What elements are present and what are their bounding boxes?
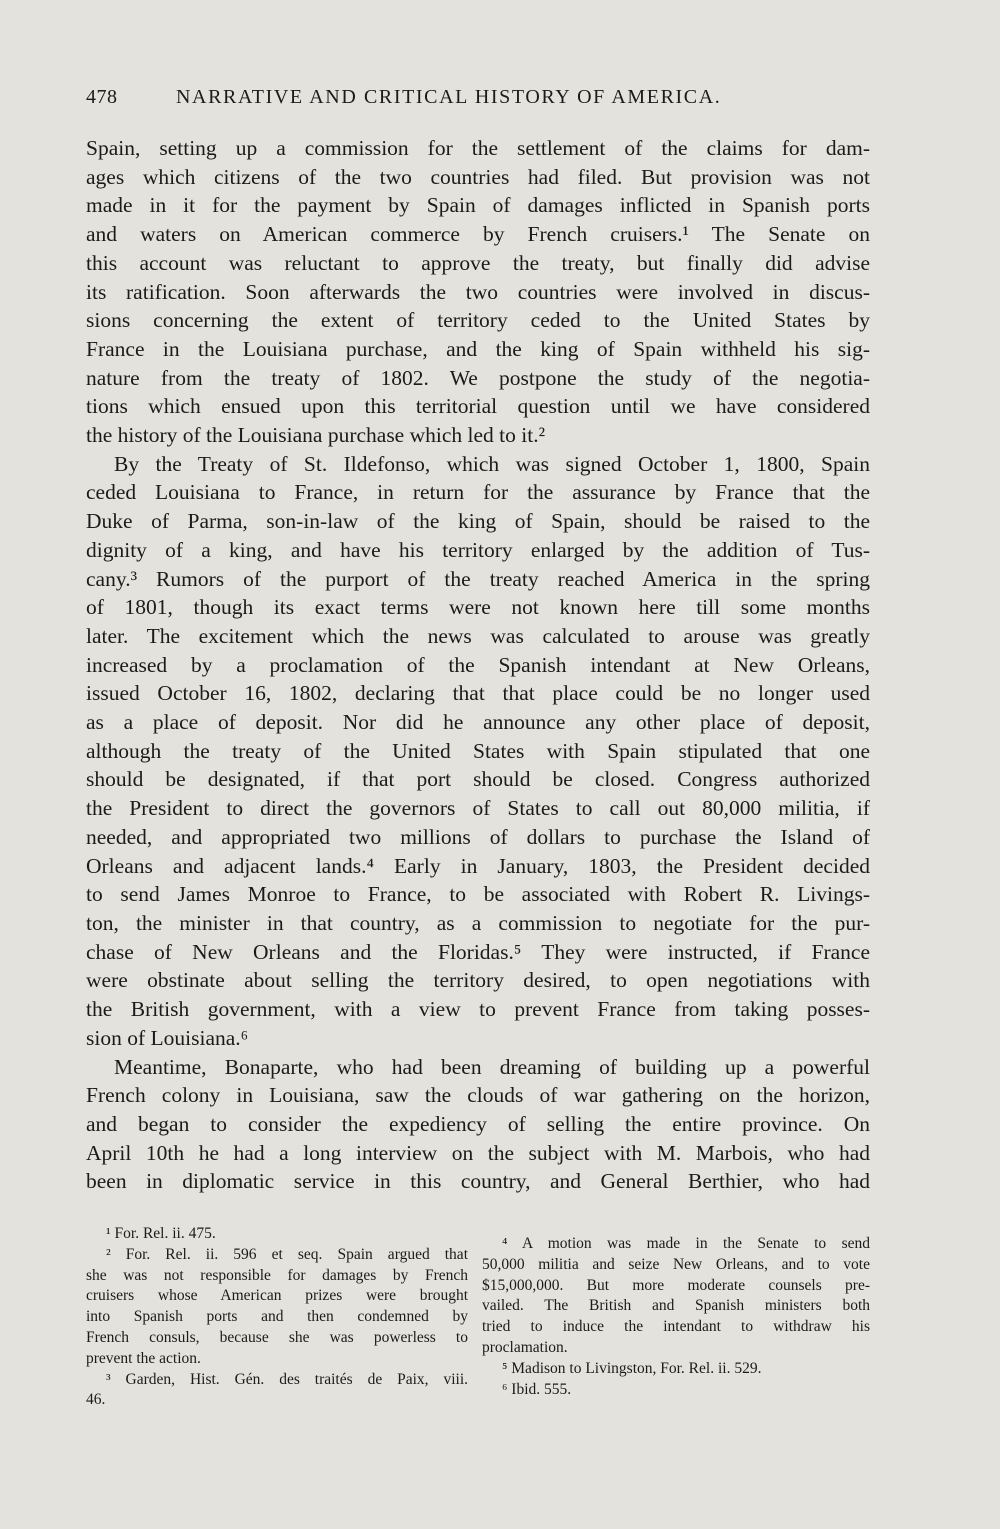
footnote-line: ³ Garden, Hist. Gén. des traités de Paix, viii. bbox=[106, 1370, 468, 1388]
text-line: later. The excitement which the news was calculated to arouse was greatly bbox=[86, 623, 870, 648]
footnotes-right-column bbox=[482, 1224, 870, 1400]
text-line: tions which ensued upon this territorial question until we have considered bbox=[86, 394, 870, 419]
footnote-line: ⁴ A motion was made in the Senate to send bbox=[502, 1235, 870, 1252]
footnotes-left-column bbox=[86, 1224, 468, 1411]
text-line: France in the Louisiana purchase, and the king of Spain withheld his sig- bbox=[86, 336, 870, 361]
text-line: to send James Monroe to France, to be associated with Robert R. Livings- bbox=[86, 882, 870, 907]
text-line: of 1801, though its exact terms were not known here till some months bbox=[86, 595, 870, 620]
footnote-line: ⁶ Ibid. 555. bbox=[502, 1380, 572, 1398]
text-line: its ratification. Soon afterwards the two countries were involved in discus- bbox=[86, 279, 870, 304]
text-line: Spain, setting up a commission for the settlement of the claims for dam- bbox=[86, 136, 870, 160]
footnote-line: French consuls, because she was powerless to bbox=[86, 1328, 468, 1346]
footnote-line: ⁵ Madison to Livingston, For. Rel. ii. 529. bbox=[502, 1359, 762, 1377]
text-line: French colony in Louisiana, saw the clouds of war gathering on the horizon, bbox=[86, 1083, 870, 1108]
text-line: By the Treaty of St. Ildefonso, which was signed October 1, 1800, Spain bbox=[114, 451, 870, 476]
footnote-block bbox=[482, 1234, 870, 1400]
text-line: dignity of a king, and have his territory enlarged by the addition of Tus- bbox=[86, 537, 870, 562]
text-line: Meantime, Bonaparte, who had been dreaming of building up a powerful bbox=[114, 1054, 870, 1079]
text-line: the President to direct the governors of States to call out 80,000 militia, if bbox=[86, 796, 870, 821]
page-number: 478 bbox=[86, 86, 118, 108]
text-line: made in it for the payment by Spain of damages inflicted in Spanish ports bbox=[86, 193, 870, 218]
text-line: as a place of deposit. Nor did he announce any other place of deposit, bbox=[86, 710, 870, 735]
text-line: issued October 16, 1802, declaring that that place could be no longer used bbox=[86, 681, 870, 706]
text-line: Duke of Parma, son-in-law of the king of Spain, should be raised to the bbox=[86, 509, 870, 534]
running-head bbox=[86, 86, 870, 114]
body-text bbox=[86, 134, 870, 1196]
text-line: although the treaty of the United States with Spain stipulated that one bbox=[86, 738, 870, 763]
footnote-line: $15,000,000. But more moderate counsels pre- bbox=[482, 1276, 870, 1294]
text-line: should be designated, if that port should be closed. Congress authorized bbox=[86, 767, 870, 792]
running-title: NARRATIVE AND CRITICAL HISTORY OF AMERICA. bbox=[176, 86, 722, 108]
text-line: sions concerning the extent of territory ceded to the United States by bbox=[86, 308, 870, 333]
text-line: the history of the Louisiana purchase which led to it.² bbox=[86, 423, 546, 448]
text-line: April 10th he had a long interview on the subject with M. Marbois, who had bbox=[86, 1140, 870, 1165]
text-line: ceded Louisiana to France, in return for the assurance by France that the bbox=[86, 480, 870, 505]
footnote-line: vailed. The British and Spanish ministers both bbox=[482, 1297, 870, 1315]
text-line: the British government, with a view to prevent France from taking posses- bbox=[86, 997, 870, 1022]
text-line: needed, and appropriated two millions of dollars to purchase the Island of bbox=[86, 824, 870, 849]
text-line: ages which citizens of the two countries had filed. But provision was not bbox=[86, 164, 870, 189]
text-line: chase of New Orleans and the Floridas.⁵ They were instructed, if France bbox=[86, 939, 870, 964]
text-line: and waters on American commerce by French cruisers.¹ The Senate on bbox=[86, 222, 870, 247]
text-line: nature from the treaty of 1802. We postpone the study of the negotia- bbox=[86, 365, 870, 390]
footnote-line: proclamation. bbox=[482, 1338, 568, 1356]
footnote-line: prevent the action. bbox=[86, 1349, 201, 1367]
footnote-line: 50,000 militia and seize New Orleans, and to vote bbox=[482, 1255, 870, 1273]
text-line: this account was reluctant to approve the treaty, but finally did advise bbox=[86, 250, 870, 275]
footnote-line: 46. bbox=[86, 1391, 106, 1409]
text-line: increased by a proclamation of the Spanish intendant at New Orleans, bbox=[86, 652, 870, 677]
text-line: Orleans and adjacent lands.⁴ Early in January, 1803, the President decided bbox=[86, 853, 870, 878]
footnote-line: tried to induce the intendant to withdraw his bbox=[482, 1318, 870, 1336]
footnote-line: ¹ For. Rel. ii. 475. bbox=[106, 1225, 216, 1242]
footnote-line: ² For. Rel. ii. 596 et seq. Spain argued that bbox=[106, 1245, 468, 1263]
text-line: ton, the minister in that country, as a commission to negotiate for the pur- bbox=[86, 910, 870, 935]
footnote-line: into Spanish ports and then condemned by bbox=[86, 1308, 468, 1326]
text-line: were obstinate about selling the territory desired, to open negotiations with bbox=[86, 968, 870, 993]
footnote-line: cruisers whose American prizes were brought bbox=[86, 1287, 468, 1305]
text-line: cany.³ Rumors of the purport of the treaty reached America in the spring bbox=[86, 566, 870, 591]
text-line: and began to consider the expediency of selling the entire province. On bbox=[86, 1111, 870, 1136]
text-line: sion of Louisiana.⁶ bbox=[86, 1025, 249, 1050]
footnote-line: she was not responsible for damages by French bbox=[86, 1266, 468, 1284]
text-line: been in diplomatic service in this country, and General Berthier, who had bbox=[86, 1169, 870, 1194]
